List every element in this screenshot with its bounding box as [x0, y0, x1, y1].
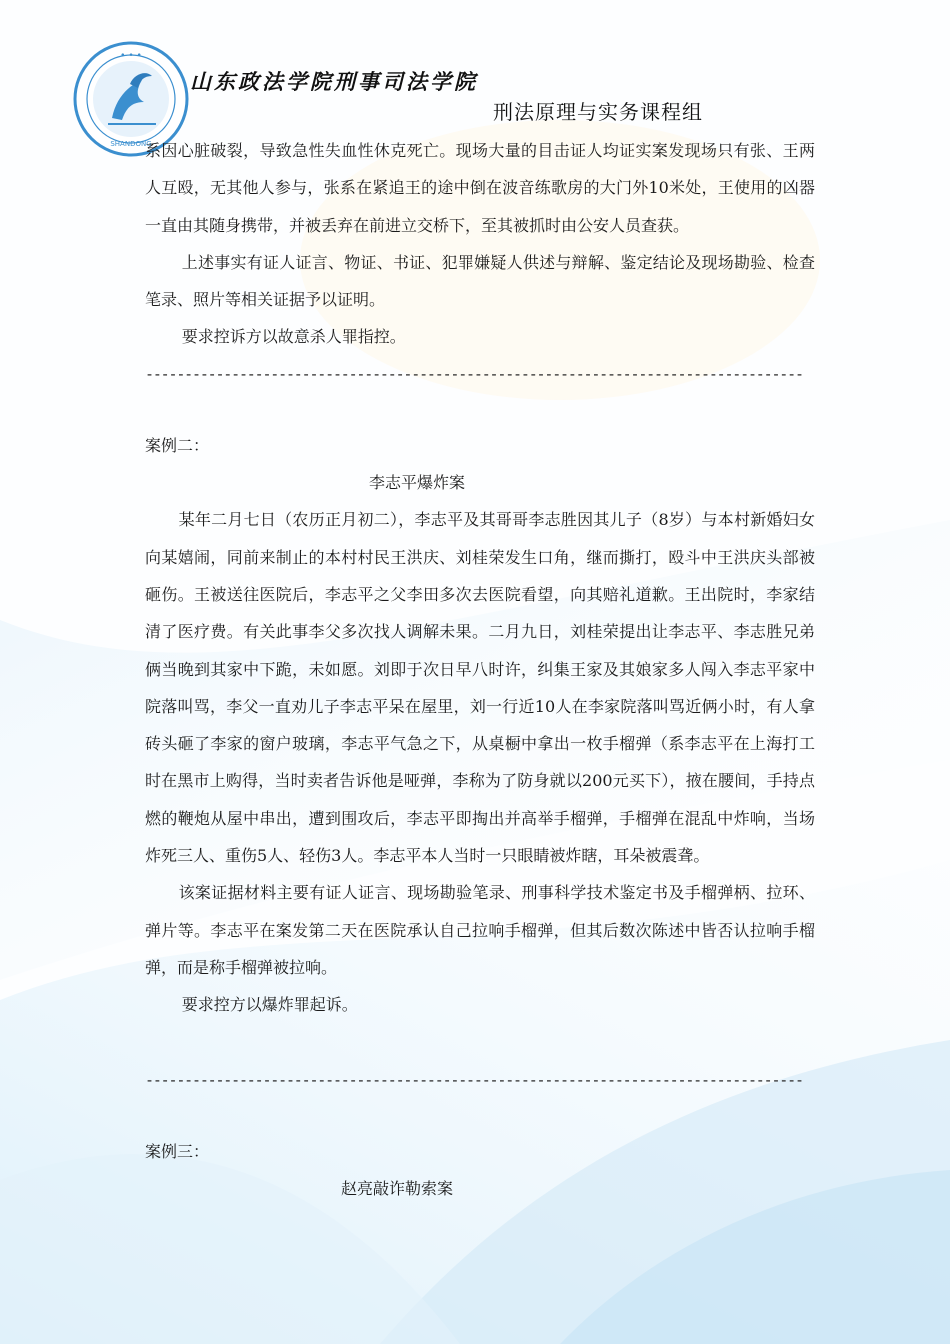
svg-text:• • •: • • •	[120, 51, 142, 61]
case2-title: 李志平爆炸案	[369, 473, 466, 493]
case3-title: 赵亮敲诈勒索案	[341, 1178, 454, 1198]
course-group-title: 刑法原理与实务课程组	[493, 100, 703, 124]
case1-paragraph-3: 要求控诉方以故意杀人罪指控。	[181, 327, 406, 347]
svg-text:SHANDONG: SHANDONG	[110, 140, 152, 148]
case2-label: 案例二：	[145, 435, 210, 455]
case3-label: 案例三：	[145, 1141, 210, 1161]
case1-paragraph-2: 上述事实有证人证言、物证、书证、犯罪嫌疑人供述与辩解、鉴定结论及现场勘验、检查笔录、照片等相关证据予以证明。	[145, 252, 815, 310]
case1-paragraph-1: 系因心脏破裂，导致急性失血性休克死亡。现场大量的目击证人均证实案发现场只有张、王两人互殴，无其他人参与，张系在紧追王的途中倒在波音练歌房的大门外10米处，王使用的凶器一直由其随身携带，并被丢弃在前进立交桥下，至其被抓时由公安人员查获。	[145, 141, 815, 235]
school-name: 山东政法学院刑事司法学院	[190, 69, 478, 94]
case2-paragraph-1: 某年二月七日（农历正月初二），李志平及其哥哥李志胜因其儿子（8岁）与本村新婚妇女向某嬉闹，同前来制止的本村村民王洪庆、刘桂荣发生口角，继而撕打，殴斗中王洪庆头部被砸伤。王被送往医院后，李志平之父李田多次去医院看望，向其赔礼道歉。王出院时，李家结清了医疗费。有关此事李父多次找人调解未果。二月九日，刘桂荣提出让李志平、李志胜兄弟俩当晚到其家中下跪，未如愿。刘即于次日早八时许，纠集王家及其娘家多人闯入李志平家中院落叫骂，李父一直劝儿子李志平呆在屋里，刘一行近10人在李家院落叫骂近俩小时，有人拿砖头砸了李家的窗户玻璃，李志平气急之下，从桌橱中拿出一枚手榴弹（系李志平在上海打工时在黑市上购得，当时卖者告诉他是哑弹，李称为了防身就以200元买下），掖在腰间，手持点燃的鞭炮从屋中串出，遭到围攻后，李志平即掏出并高举手榴弹，手榴弹在混乱中炸响，当场炸死三人、重伤5人、轻伤3人。李志平本人当时一只眼睛被炸瞎，耳朵被震聋。	[145, 510, 815, 866]
separator-line: ------------------------------------------------------------------------------------	[145, 364, 803, 383]
case2-paragraph-2: 该案证据材料主要有证人证言、现场勘验笔录、刑事科学技术鉴定书及手榴弹柄、拉环、弹片等。李志平在案发第二天在医院承认自己拉响手榴弹，但其后数次陈述中皆否认拉响手榴弹，而是称手榴弹被拉响。	[145, 883, 815, 977]
case2-paragraph-3: 要求控方以爆炸罪起诉。	[181, 995, 358, 1015]
separator-line: ------------------------------------------------------------------------------------	[145, 1070, 803, 1089]
document-body	[145, 132, 815, 1207]
